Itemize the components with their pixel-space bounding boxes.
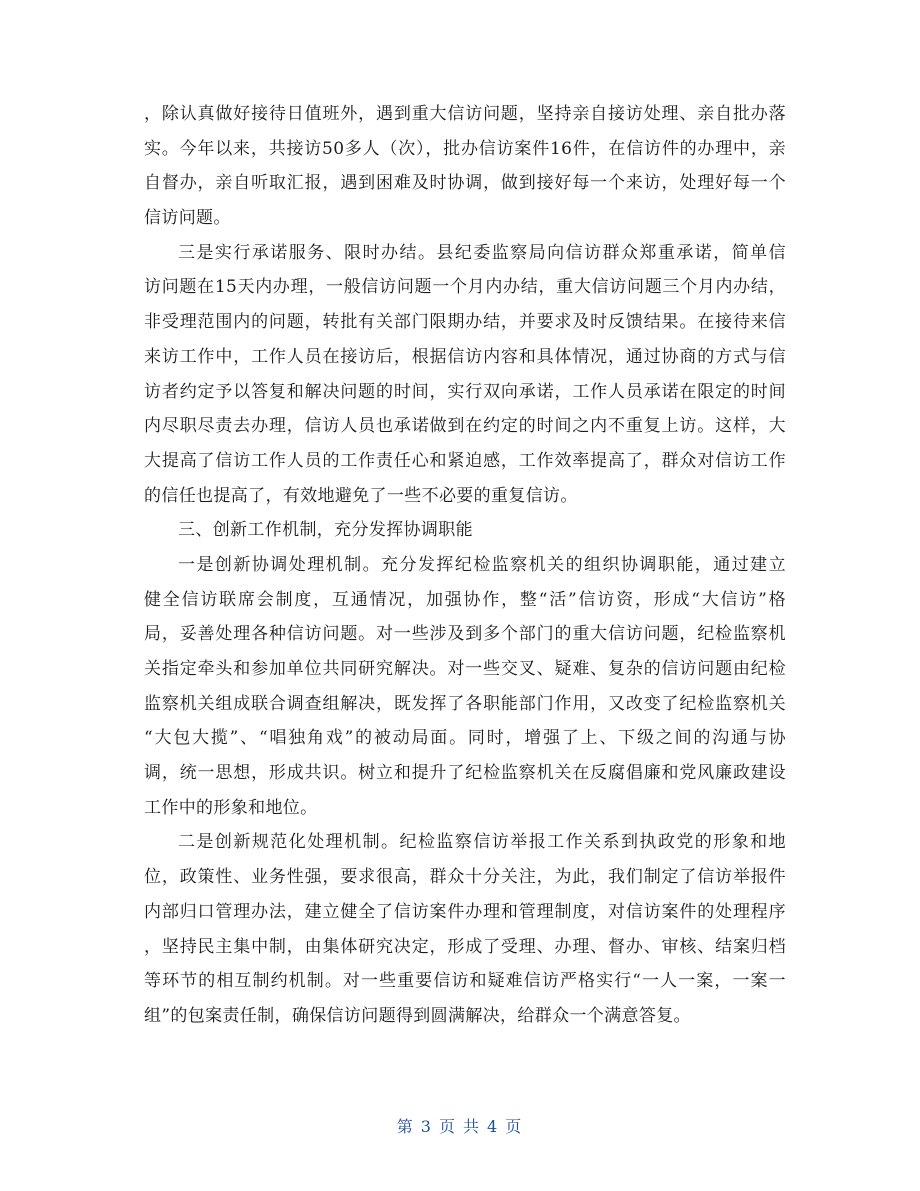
text-line: 等环节的相互制约机制。对一些重要信访和疑难信访严格实行“一人一案，一案一 xyxy=(144,971,786,992)
text-line: ，除认真做好接待日值班外，遇到重大信访问题，坚持亲自接访处理、亲自批办落 xyxy=(144,104,786,124)
document-body xyxy=(144,97,786,1034)
text-line: “大包大揽”、“唱独角戏”的被动局面。同时，增强了上、下级之间的沟通与协 xyxy=(144,728,786,749)
footer-unit-label: 页 xyxy=(438,1117,457,1136)
text-line: 调，统一思想，形成共识。树立和提升了纪检监察机关在反腐倡廉和党风廉政建设 xyxy=(144,763,786,784)
text-line: 工作中的形象和地位。 xyxy=(144,797,318,818)
paragraph-start-line: 二是创新规范化处理机制。纪检监察信访举报工作关系到执政党的形象和地 xyxy=(178,832,786,853)
text-line: 的信任也提高了，有效地避免了一些不必要的重复信访。 xyxy=(144,485,578,506)
text-line: 非受理范围内的问题，转批有关部门限期办结，并要求及时反馈结果。在接待来信 xyxy=(144,312,786,333)
text-line: 访者约定予以答复和解决问题的时间，实行双向承诺，工作人员承诺在限定的时间 xyxy=(144,381,786,402)
section-heading: 三、创新工作机制，充分发挥协调职能 xyxy=(178,520,473,541)
page-footer xyxy=(0,1114,920,1137)
text-line: 监察机关组成联合调查组解决，既发挥了各职能部门作用，又改变了纪检监察机关 xyxy=(144,693,786,714)
footer-unit-label-2: 页 xyxy=(505,1117,524,1136)
text-line: 关指定牵头和参加单位共同研究解决。对一些交叉、疑难、复杂的信访问题由纪检 xyxy=(144,659,786,679)
text-line: 实。今年以来，共接访50多人（次），批办信访案件16件，在信访件的办理中，亲 xyxy=(144,138,786,159)
text-line: 自督办，亲自听取汇报，遇到困难及时协调，做到接好每一个来访，处理好每一个 xyxy=(144,173,786,194)
paragraph-start-line: 一是创新协调处理机制。充分发挥纪检监察机关的组织协调职能，通过建立 xyxy=(178,554,786,575)
text-line: 健全信访联席会制度，互通情况，加强协作，整“活”信访资，形成“大信访”格 xyxy=(144,589,786,610)
footer-current-page: 3 xyxy=(420,1117,433,1136)
footer-total-pages: 4 xyxy=(487,1117,500,1136)
text-line: 局，妥善处理各种信访问题。对一些涉及到多个部门的重大信访问题，纪检监察机 xyxy=(144,624,786,645)
text-line: 大提高了信访工作人员的工作责任心和紧迫感，工作效率提高了，群众对信访工作 xyxy=(144,450,786,471)
text-line: 访问题在15天内办理，一般信访问题一个月内办结，重大信访问题三个月内办结， xyxy=(144,277,786,298)
text-line: 来访工作中，工作人员在接访后，根据信访内容和具体情况，通过协商的方式与信 xyxy=(144,346,786,367)
text-line: ，坚持民主集中制，由集体研究决定，形成了受理、办理、督办、审核、结案归档 xyxy=(144,936,786,957)
footer-page-label: 第 xyxy=(396,1117,415,1136)
text-line: 信访问题。 xyxy=(144,208,231,229)
footer-total-label: 共 xyxy=(463,1117,482,1136)
text-line: 内部归口管理办法，建立健全了信访案件办理和管理制度，对信访案件的处理程序 xyxy=(144,901,786,922)
text-line: 位，政策性、业务性强，要求很高，群众十分关注，为此，我们制定了信访举报件 xyxy=(144,867,786,888)
paragraph-start-line: 三是实行承诺服务、限时办结。县纪委监察局向信访群众郑重承诺，简单信 xyxy=(178,242,786,263)
text-line: 内尽职尽责去办理，信访人员也承诺做到在约定的时间之内不重复上访。这样，大 xyxy=(144,416,786,437)
text-line: 组”的包案责任制，确保信访问题得到圆满解决，给群众一个满意答复。 xyxy=(144,1005,691,1026)
